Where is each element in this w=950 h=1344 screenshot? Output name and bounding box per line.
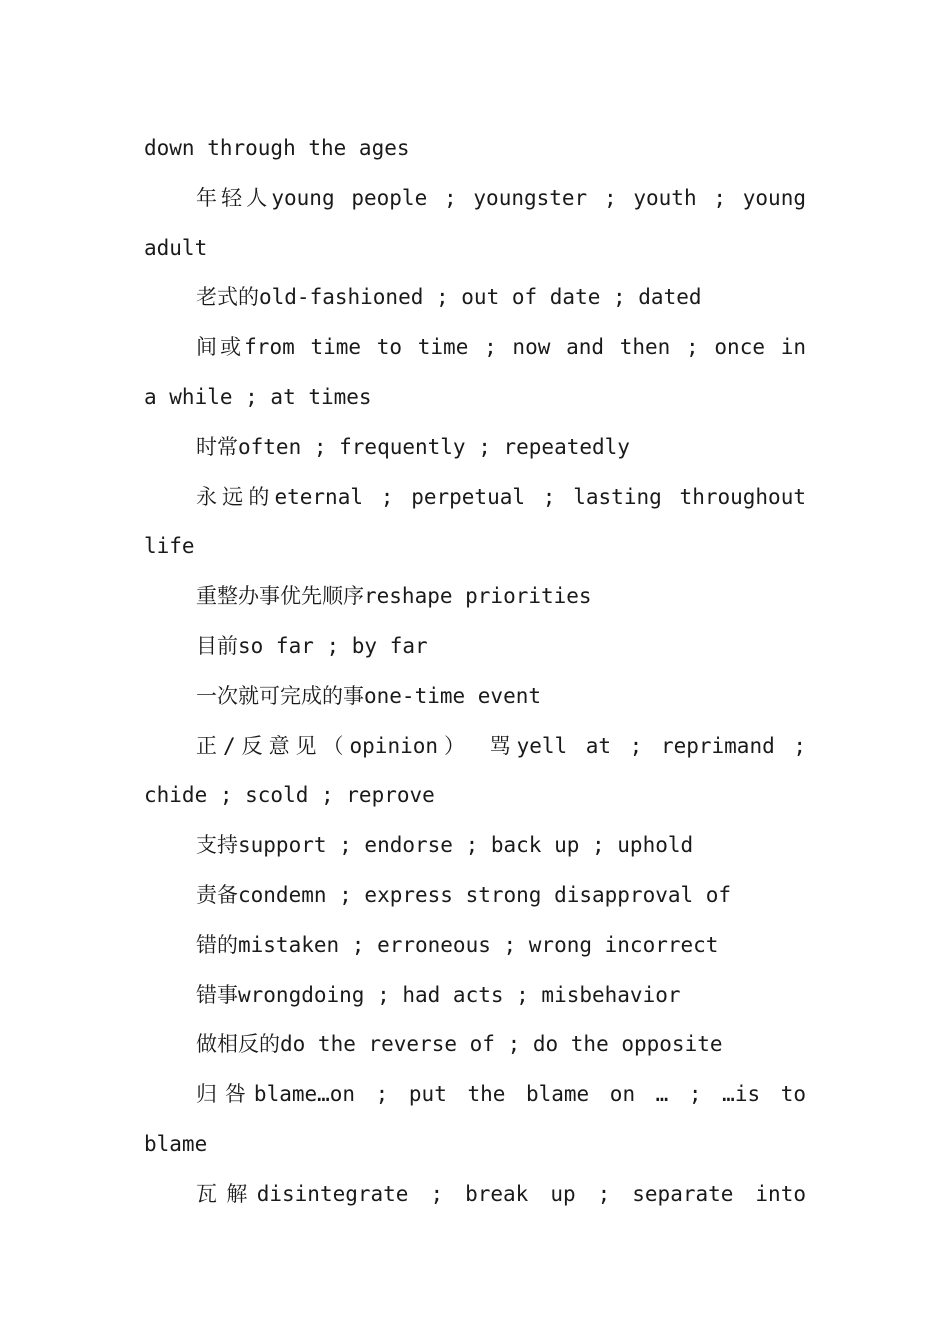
text-line: 做相反的do the reverse of ; do the opposite xyxy=(196,1032,723,1057)
text-line: 错的mistaken ; erroneous ; wrong incorrect xyxy=(196,932,719,957)
text-line: 时常often ; frequently ; repeatedly xyxy=(196,434,630,459)
text-line: 瓦解disintegrate ; break up ; separate into xyxy=(196,1181,806,1206)
text-line: 间或from time to time ; now and then ; once in xyxy=(196,335,806,360)
text-line: a while ; at times xyxy=(144,384,372,409)
text-line: 支持support ; endorse ; back up ; uphold xyxy=(196,833,694,858)
text-line: 永远的eternal ; perpetual ; lasting throughout xyxy=(196,484,806,509)
text-line: adult xyxy=(144,235,208,260)
text-line: 归咎blame…on ; put the blame on … ; …is to xyxy=(196,1082,806,1107)
text-line: blame xyxy=(144,1131,208,1156)
text-line: down through the ages xyxy=(144,136,410,160)
text-line: 年轻人young people ; youngster ; youth ; young xyxy=(196,185,806,210)
text-line: 正/反意见（opinion） 骂yell at ; reprimand ; xyxy=(196,733,806,758)
text-line: 一次就可完成的事one-time event xyxy=(196,683,542,708)
text-line: 责备condemn ; express strong disapproval of xyxy=(196,882,732,907)
text-line: 老式的old-fashioned ; out of date ; dated xyxy=(196,285,702,310)
text-line: 重整办事优先顺序reshape priorities xyxy=(196,584,592,609)
text-line: chide ; scold ; reprove xyxy=(144,783,435,808)
text-line: life xyxy=(144,534,195,559)
document-body xyxy=(144,124,806,1220)
text-line: 错事wrongdoing ; had acts ; misbehavior xyxy=(196,982,681,1007)
text-line: 目前so far ; by far xyxy=(196,633,428,658)
